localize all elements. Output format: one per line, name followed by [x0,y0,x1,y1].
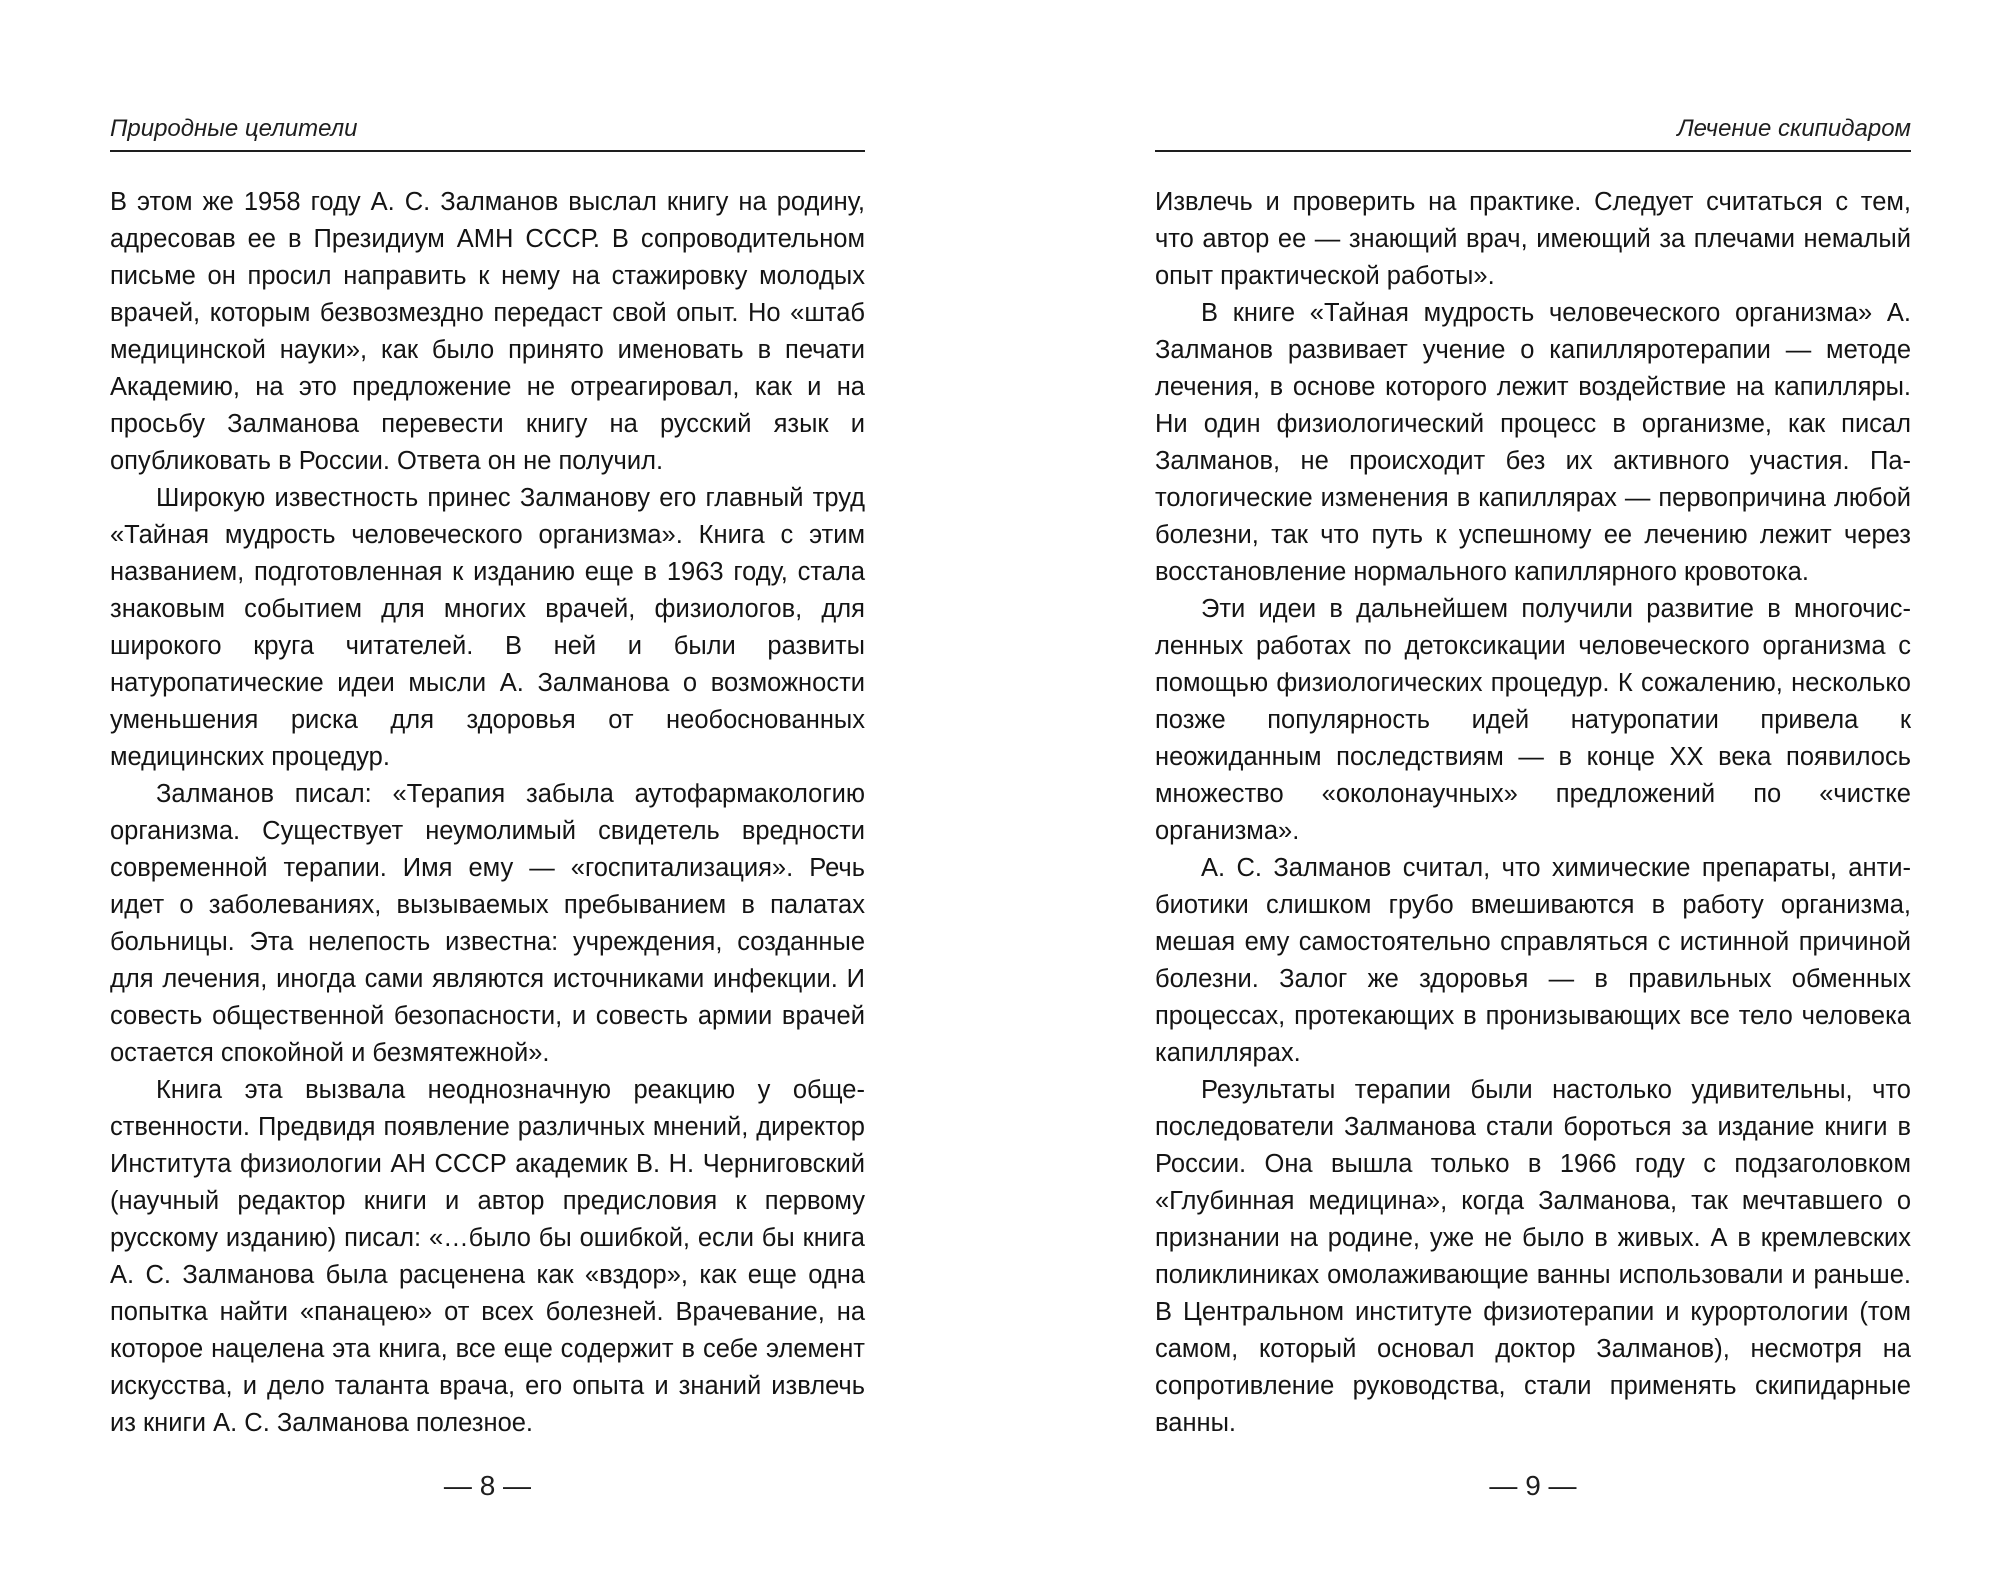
right-page-number: — 9 — [1489,1470,1577,1501]
right-paragraph-5: Результаты терапии были настолько удивительны, что последователи Залманова стали бороться за издание книги в России. Она вышла только в 1966 году с подзаголовком «Глубинная медицина», когда Залманова, так мечтавшего о признании на родине, уже не было в живых. А в кремлевских поликлиниках омолаживающие ванны использовали и раньше. В Центральном институте физиотерапии и курортологии (том самом, который основал доктор Залманов), несмотря на сопротивление руководства, стали применять скипидарные ванны. [1155,1076,1911,1437]
right-paragraph-1: Извлечь и проверить на практике. Следует считаться с тем, что автор ее — знающий врач, имеющий за плечами немалый опыт практической работы». [1155,188,1911,290]
left-paragraph-4: Книга эта вызвала неоднозначную реакцию у общественности. Предвидя появление различных мнений, директор Института физиологии АН СССР академик В. Н. Черниговский (научный редактор книги и автор предисловия к первому русскому изданию) писал: «…было бы ошибкой, если бы книга А. С. Залманова была расценена как «вздор», как еще одна попытка найти «панацею» от всех болезней. Врачевание, на которое нацелена эта книга, все еще содержит в себе элемент искусства, и дело таланта врача, его опыта и знаний извлечь из книги А. С. Залманова полезное. [110,1076,865,1437]
right-page [1155,0,1911,1570]
left-running-head: Природные целители [110,115,358,142]
left-page [110,0,865,1570]
right-body-text [1155,184,1911,1442]
left-body-text [110,184,865,1442]
left-page-number: — 8 — [443,1470,532,1501]
left-header-rule [110,150,865,152]
left-paragraph-3: Залманов писал: «Терапия забыла аутофармакологию организма. Существует неумолимый свидетель вредности современной терапии. Имя ему — «госпитализация». Речь идет о заболеваниях, вызываемых пребыванием в палатах больницы. Эта нелепость известна: учреждения, созданные для лечения, иногда сами являются источниками инфекции. И совесть общественной безопасности, и совесть армии врачей остается спокойной и безмятежной». [110,780,865,1067]
left-paragraph-2: Широкую известность принес Залманову его главный труд «Тайная мудрость человеческого организма». Книга с этим названием, подготовленная к изданию еще в 1963 году, стала знаковым событием для многих врачей, физиологов, для широкого круга читателей. В ней и были развиты натуропатические идеи мысли А. Залманова о возможности уменьшения риска для здоровья от необоснованных медицинских процедур. [110,484,865,771]
right-paragraph-2: В книге «Тайная мудрость человеческого организма» А. Залманов развивает учение о капилляротерапии — методе лечения, в основе которого лежит воздействие на капилляры. Ни один физиологический процесс в организме, как писал Залманов, не происходит без их активного участия. Патологические изменения в капиллярах — первопричина любой болезни, так что путь к успешному ее лечению лежит через восстановление нормального капиллярного кровотока. [1155,299,1911,586]
right-running-head: Лечение скипидаром [1677,115,1911,142]
right-paragraph-4: А. С. Залманов считал, что химические препараты, антибиотики слишком грубо вмешиваются в работу организма, мешая ему самостоятельно справляться с истинной причиной болезни. Залог же здоровья — в правильных обменных процессах, протекающих в пронизывающих все тело человека капиллярах. [1155,854,1911,1067]
left-paragraph-1: В этом же 1958 году А. С. Залманов выслал книгу на родину, адресовав ее в Президиум АМН СССР. В сопроводительном письме он просил направить к нему на стажировку молодых врачей, которым безвозмездно передаст свой опыт. Но «штаб медицинской науки», как было принято именовать в печати Академию, на это предложение не отреагировал, как и на просьбу Залманова перевести книгу на русский язык и опубликовать в России. Ответа он не получил. [110,188,865,475]
right-header-rule [1155,150,1911,152]
right-paragraph-3: Эти идеи в дальнейшем получили развитие в многочисленных работах по детоксикации человеческого организма с помощью физиологических процедур. К сожалению, несколько позже популярность идей натуропатии привела к неожиданным последствиям — в конце XX века появилось множество «околонаучных» предложений по «чистке организма». [1155,595,1911,845]
